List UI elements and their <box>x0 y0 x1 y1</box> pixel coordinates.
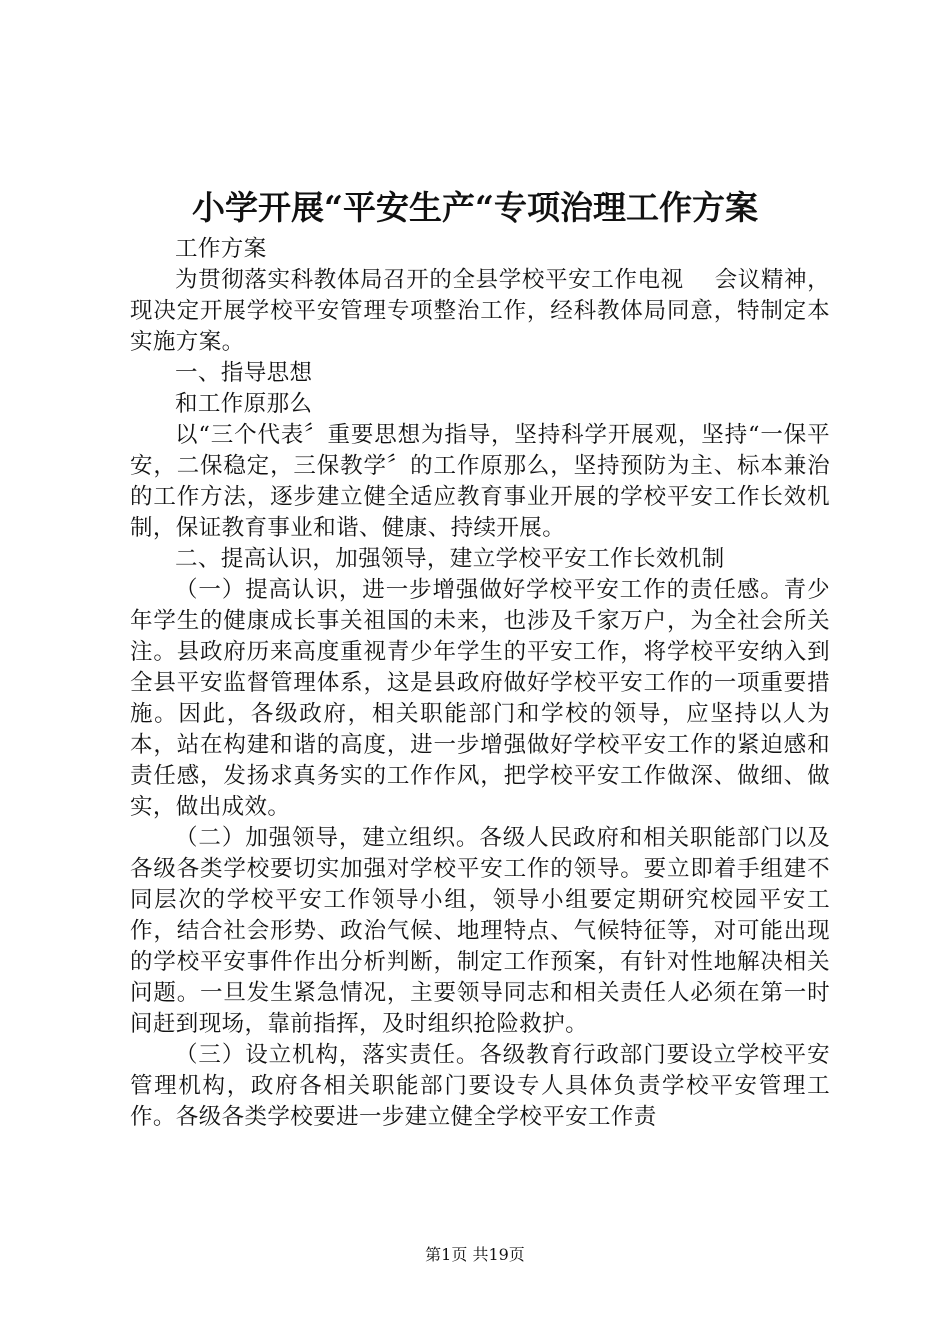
section-heading-two: 二、提高认识，加强领导，建立学校平安工作长效机制 <box>175 546 725 572</box>
section-heading-work-principle: 和工作原那么 <box>175 391 313 417</box>
paragraph-item-two: （二）加强领导，建立组织。各级人民政府和相关职能部门以及各级各类学校要切实加强对学校平安工作的领导。要立即着手组建不同层次的学校平安工作领导小组，领导小组要定期研究校园平安工作，结合社会形势、政治气候、地理特点、气候特征等，对可能出现的学校平安事件作出分析判断，制定工作预案，有针对性地解决相关问题。一旦发生紧急情况，主要领导同志和相关责任人必须在第一时间赶到现场，靠前指挥，及时组织抢险救护。 <box>130 825 830 1037</box>
page-number-footer: 第1页 共19页 <box>425 1245 525 1264</box>
paragraph-intro: 为贯彻落实科教体局召开的全县学校平安工作电视 会议精神，现决定开展学校平安管理专项整治工作，经科教体局同意，特制定本实施方案。 <box>130 267 830 355</box>
document-body <box>130 234 830 1133</box>
section-heading-guiding-thought: 一、指导思想 <box>175 360 313 386</box>
paragraph-item-three: （三）设立机构，落实责任。各级教育行政部门要设立学校平安管理机构，政府各相关职能部门要设专人具体负责学校平安管理工作。各级各类学校要进一步建立健全学校平安工作责 <box>130 1042 830 1130</box>
paragraph-guiding-thought: 以“三个代表〞重要思想为指导，坚持科学开展观，坚持“一保平安，二保稳定，三保教学〞的工作原那么，坚持预防为主、标本兼治的工作方法，逐步建立健全适应教育事业开展的学校平安工作长效机制，保证教育事业和谐、健康、持续开展。 <box>130 422 830 541</box>
document-title: 小学开展“平安生产“专项治理工作方案 <box>192 188 758 227</box>
paragraph-heading-plan: 工作方案 <box>175 236 267 262</box>
paragraph-item-one: （一）提高认识，进一步增强做好学校平安工作的责任感。青少年学生的健康成长事关祖国的未来，也涉及千家万户，为全社会所关注。县政府历来高度重视青少年学生的平安工作，将学校平安纳入到全县平安监督管理体系，这是县政府做好学校平安工作的一项重要措施。因此，各级政府，相关职能部门和学校的领导，应坚持以人为本，站在构建和谐的高度，进一步增强做好学校平安工作的紧迫感和责任感，发扬求真务实的工作作风，把学校平安工作做深、做细、做实，做出成效。 <box>130 577 830 820</box>
